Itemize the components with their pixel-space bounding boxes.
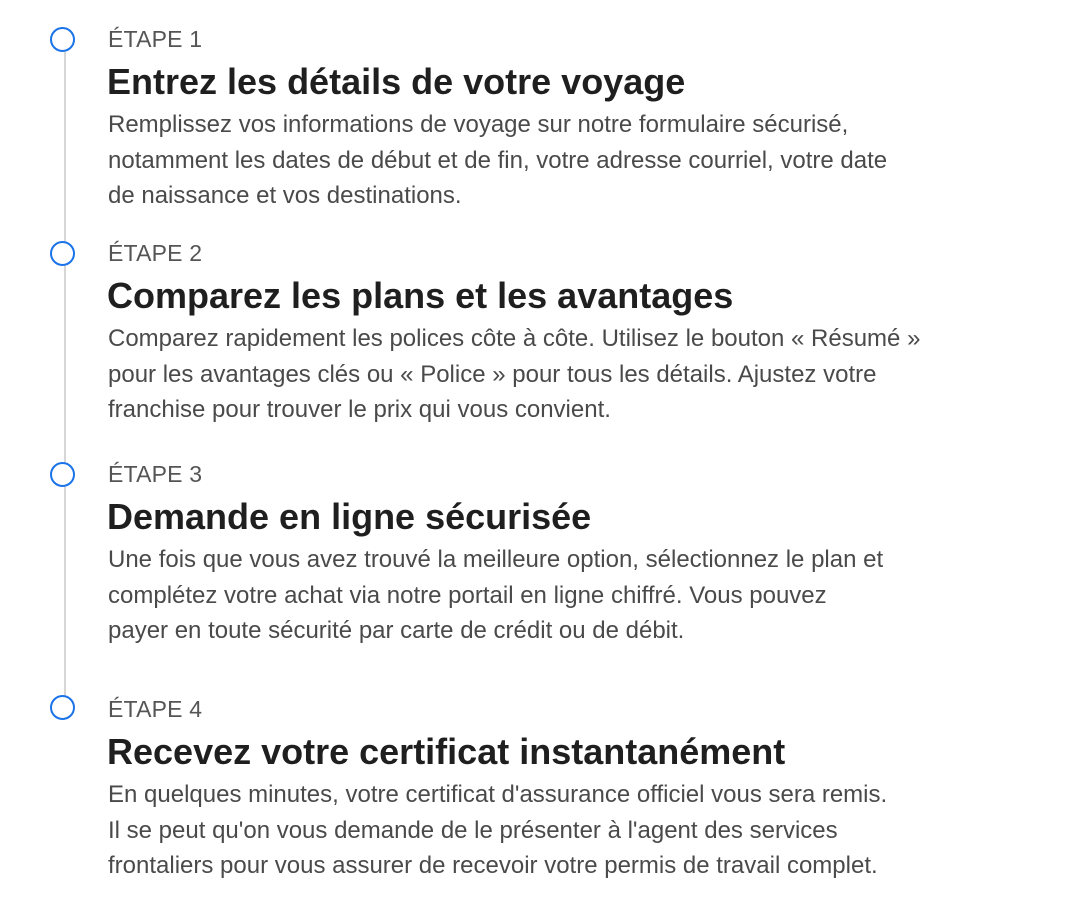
step-3-label: ÉTAPE 3	[108, 461, 203, 487]
step-2-description	[108, 321, 1058, 428]
timeline-connector-line	[64, 52, 66, 708]
step-2-description-line: franchise pour trouver le prix qui vous convient.	[108, 396, 611, 423]
step-1-circle-icon	[50, 27, 75, 52]
step-4-description-line: Il se peut qu'on vous demande de le présenter à l'agent des services	[108, 816, 838, 844]
step-1-description	[108, 107, 1058, 214]
step-2-label: ÉTAPE 2	[108, 240, 203, 266]
step-1-description-line: de naissance et vos destinations.	[108, 182, 462, 209]
step-4-title: Recevez votre certificat instantanément	[107, 731, 786, 772]
step-4-label: ÉTAPE 4	[108, 696, 203, 722]
step-1-label: ÉTAPE 1	[108, 26, 203, 52]
step-3-description-line: complétez votre achat via notre portail en ligne chiffré. Vous pouvez	[108, 581, 827, 609]
step-4-description	[108, 777, 1058, 884]
step-4-circle-icon	[50, 695, 75, 720]
step-3-title: Demande en ligne sécurisée	[107, 496, 592, 537]
step-3-description	[108, 542, 1058, 649]
step-2-description-line: pour les avantages clés ou « Police » pour tous les détails. Ajustez votre	[108, 360, 877, 388]
step-2-description-line: Comparez rapidement les polices côte à côte. Utilisez le bouton « Résumé »	[108, 325, 921, 352]
step-1-description-line: Remplissez vos informations de voyage sur notre formulaire sécurisé,	[108, 111, 849, 138]
step-1-title: Entrez les détails de votre voyage	[107, 61, 686, 102]
step-3-description-line: payer en toute sécurité par carte de crédit ou de débit.	[108, 617, 685, 644]
step-1-description-line: notamment les dates de début et de fin, votre adresse courriel, votre date	[108, 146, 888, 174]
step-2-circle-icon	[50, 241, 75, 266]
step-4-description-line: En quelques minutes, votre certificat d'assurance officiel vous sera remis.	[108, 781, 888, 808]
step-4-description-line: frontaliers pour vous assurer de recevoir votre permis de travail complet.	[108, 852, 878, 879]
step-2-title: Comparez les plans et les avantages	[107, 275, 734, 316]
step-3-description-line: Une fois que vous avez trouvé la meilleure option, sélectionnez le plan et	[108, 546, 884, 573]
step-3-circle-icon	[50, 462, 75, 487]
